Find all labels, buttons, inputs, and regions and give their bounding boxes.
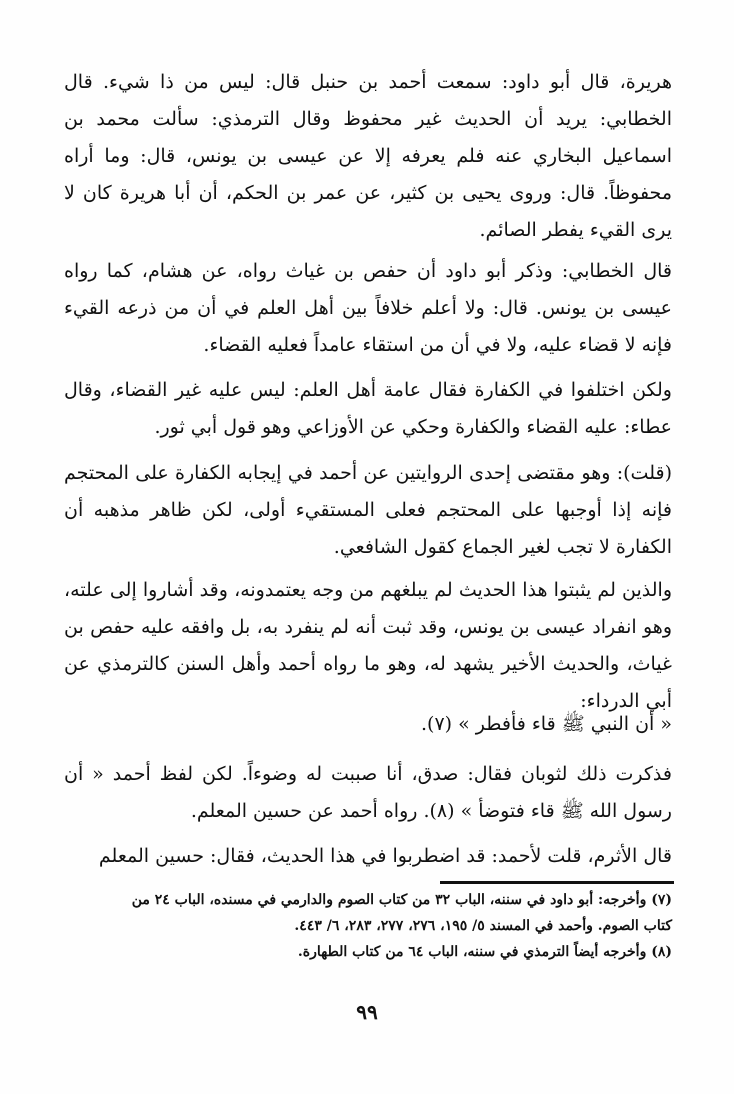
hadith-quote bbox=[64, 706, 672, 743]
paragraph-text: ولكن اختلفوا في الكفارة فقال عامة أهل العلم: ليس عليه غير القضاء، وقال عطاء: عليه القضاء والكفارة وحكي عن الأوزاعي وهو قول أبي ثور. bbox=[64, 379, 672, 438]
paragraph-text: قال الأثرم، قلت لأحمد: قد اضطربوا في هذا الحديث، فقال: حسين المعلم bbox=[98, 845, 672, 867]
paragraph-6 bbox=[64, 756, 672, 830]
paragraph-text: (قلت): وهو مقتضى إحدى الروايتين عن أحمد في إيجابه الكفارة على المحتجم فإنه إذا أوجبها على المحتجم فعلى المستقيء أولى، لكن ظاهر مذهبه أن الكفارة لا تجب لغير الجماع كقول الشافعي. bbox=[64, 462, 672, 558]
paragraph-7 bbox=[64, 838, 672, 875]
footnote-7-line-2: كتاب الصوم. وأحمد في المسند ٥/ ١٩٥، ٢٧٦، ٢٧٧، ٢٨٣، ٦/ ٤٤٣. bbox=[294, 918, 672, 934]
footnote-divider bbox=[440, 881, 674, 884]
page-number: ٩٩ bbox=[356, 1000, 378, 1024]
paragraph-text: قال الخطابي: وذكر أبو داود أن حفص بن غياث رواه، عن هشام، كما رواه عيسى بن يونس. قال: ولا أعلم خلافاً بين أهل العلم في أن من ذرعه القيء فإنه لا قضاء عليه، ولا في أن من استقاء عامداً فعليه القضاء. bbox=[64, 260, 672, 356]
paragraph-text: فذكرت ذلك لثوبان فقال: صدق، أنا صببت له وضوءاً. لكن لفظ أحمد « أن رسول الله ﷺ قاء فتوضأ » (٨). رواه أحمد عن حسين المعلم. bbox=[64, 763, 672, 822]
paragraph-3 bbox=[64, 372, 672, 446]
footnote-8: (٨) وأخرجه أيضاً الترمذي في سننه، الباب ٦٤ من كتاب الطهارة. bbox=[297, 944, 672, 960]
quote-text: « أن النبي ﷺ قاء فأفطر » (٧). bbox=[421, 713, 672, 735]
footnotes bbox=[62, 887, 672, 965]
paragraph-text: والذين لم يثبتوا هذا الحديث لم يبلغهم من وجه يعتمدونه، وقد أشاروا إلى علته، وهو انفراد عيسى بن يونس، وقد ثبت أنه لم ينفرد به، بل وافقه عليه حفص بن غياث، والحديث الأخير يشهد له، وهو ما رواه أحمد وأهل السنن كالترمذي عن أبي الدرداء: bbox=[64, 579, 672, 712]
paragraph-text: هريرة، قال أبو داود: سمعت أحمد بن حنبل قال: ليس من ذا شيء. قال الخطابي: يريد أن الحديث غير محفوظ وقال الترمذي: سألت محمد بن اسماعيل البخاري عنه فلم يعرفه إلا عن عيسى بن يونس، قال: وما أراه محفوظاً. قال: وروى يحيى بن كثير، عن عمر بن الحكم، أن أبا هريرة كان لا يرى القيء يفطر الصائم. bbox=[64, 71, 672, 241]
paragraph-5 bbox=[64, 572, 672, 720]
paragraph-4 bbox=[64, 455, 672, 566]
paragraph-1 bbox=[64, 64, 672, 249]
paragraph-2 bbox=[64, 253, 672, 364]
footnote-7-line-1: (٧) وأخرجه: أبو داود في سننه، الباب ٣٢ من كتاب الصوم والدارمي في مسنده، الباب ٢٤ من bbox=[131, 892, 672, 908]
